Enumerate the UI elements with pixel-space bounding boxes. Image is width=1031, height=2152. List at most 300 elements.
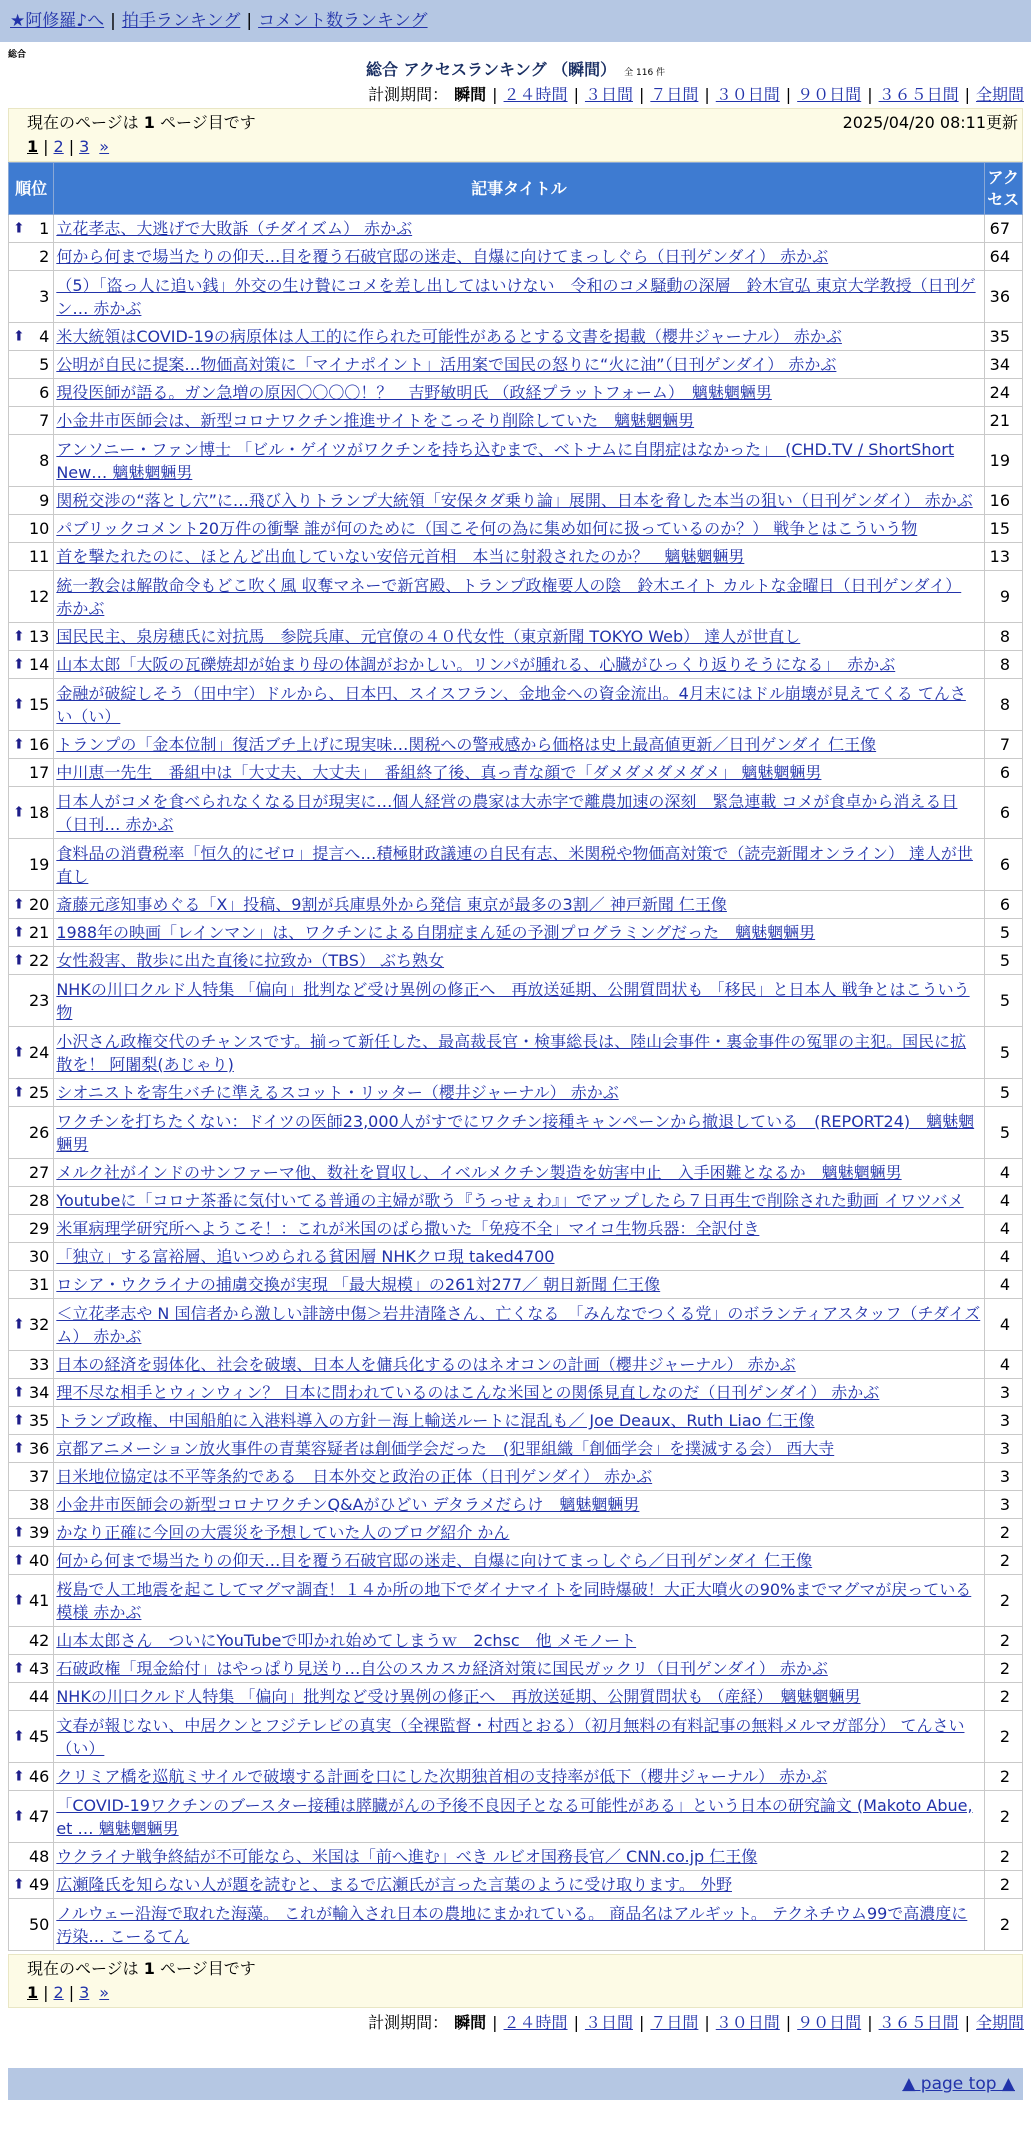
article-link[interactable]: 何から何まで場当たりの仰天…目を覆う石破官邸の迷走、自爆に向けてまっしぐら（日刊ゲンダイ） 赤かぶ bbox=[56, 247, 829, 266]
title-cell bbox=[54, 1379, 984, 1407]
title-cell bbox=[54, 1519, 984, 1547]
rank-cell bbox=[9, 243, 54, 271]
article-link[interactable]: 小金井市医師会は、新型コロナワクチン推進サイトをこっそり削除していた 魑魅魍魎男 bbox=[56, 411, 695, 430]
rank-cell bbox=[9, 1027, 54, 1079]
article-link[interactable]: ワクチンを打ちたくない：ドイツの医師23,000人がすでにワクチン接種キャンペーンから撤退している (REPORT24) 魑魅魍魎男 bbox=[56, 1111, 975, 1154]
article-link[interactable]: トランプの「金本位制」復活ブチ上げに現実味…関税への警戒感から価格は史上最高値更新／日刊ゲンダイ 仁王像 bbox=[56, 735, 877, 754]
article-link[interactable]: 1988年の映画「レインマン」は、ワクチンによる自閉症まん延の予測プログラミングだった 魑魅魍魎男 bbox=[56, 923, 816, 942]
article-link[interactable]: ウクライナ戦争終結が不可能なら、米国は「前へ進む」べき ルビオ国務長官／ CNN.co.jp 仁王像 bbox=[56, 1847, 758, 1866]
article-link[interactable]: 公明が自民に提案…物価高対策に「マイナポイント」活用案で国民の怒りに“火に油”（日刊ゲンダイ） 赤かぶ bbox=[56, 355, 837, 374]
rank-number: 29 bbox=[28, 1219, 50, 1238]
period-link[interactable]: ９０日間 bbox=[797, 2013, 862, 2032]
pager-current: 1 bbox=[27, 137, 39, 156]
category-label: 総合 bbox=[8, 50, 27, 60]
page-info-number: 1 bbox=[143, 1959, 155, 1978]
table-row bbox=[9, 1215, 1023, 1243]
title-cell bbox=[54, 1627, 984, 1655]
title-cell bbox=[54, 1843, 984, 1871]
article-link[interactable]: シオニストを寄生バチに準えるスコット・リッター（櫻井ジャーナル） 赤かぶ bbox=[56, 1083, 619, 1102]
page-info-suffix: ページ目です bbox=[160, 1959, 256, 1978]
up-arrow-icon: ⬆ bbox=[13, 1768, 25, 1784]
nav-link-comment-ranking[interactable]: コメント数ランキング bbox=[258, 11, 428, 31]
article-link[interactable]: パブリックコメント20万件の衝撃 誰が何のために（国こそ何の為に集め如何に扱っているのか？） 戦争とはこういう物 bbox=[56, 519, 918, 538]
pager-next[interactable]: » bbox=[99, 137, 110, 156]
rank-cell bbox=[9, 891, 54, 919]
rank-cell bbox=[9, 1519, 54, 1547]
article-link[interactable]: 「独立」する富裕層、追いつめられる貧困層 NHKクロ現 taked4700 bbox=[56, 1247, 555, 1266]
nav-link-applause-ranking[interactable]: 拍手ランキング bbox=[121, 11, 241, 31]
up-arrow-icon: ⬆ bbox=[13, 1316, 25, 1332]
title-cell bbox=[54, 1243, 984, 1271]
title-cell bbox=[54, 1711, 984, 1763]
access-count: 3 bbox=[984, 1407, 1023, 1435]
article-link[interactable]: 国民民主、泉房穂氏に対抗馬 参院兵庫、元官僚の４０代女性（東京新聞 TOKYO Web） 達人が世直し bbox=[56, 627, 801, 646]
period-link[interactable]: ３日間 bbox=[584, 2013, 633, 2032]
table-row bbox=[9, 891, 1023, 919]
rank-cell bbox=[9, 435, 54, 487]
rank-cell bbox=[9, 271, 54, 323]
article-link[interactable]: 石破政権「現金給付」はやっぱり見送り…自公のスカスカ経済対策に国民ガックリ（日刊ゲンダイ） 赤かぶ bbox=[56, 1659, 828, 1678]
period-link[interactable]: ３６５日間 bbox=[878, 2013, 959, 2032]
rank-number: 18 bbox=[28, 803, 50, 822]
pager-page-2[interactable]: 2 bbox=[53, 137, 64, 156]
rank-cell bbox=[9, 759, 54, 787]
table-row bbox=[9, 407, 1023, 435]
article-link[interactable]: 何から何まで場当たりの仰天…目を覆う石破官邸の迷走、自爆に向けてまっしぐら／日刊ゲンダイ 仁王像 bbox=[56, 1551, 813, 1570]
rank-cell bbox=[9, 1899, 54, 1951]
access-count: 2 bbox=[984, 1871, 1023, 1899]
period-link[interactable]: ９０日間 bbox=[797, 85, 862, 104]
nav-link-asyura[interactable]: ★阿修羅♪へ bbox=[10, 11, 105, 31]
rank-cell bbox=[9, 1243, 54, 1271]
table-row bbox=[9, 1435, 1023, 1463]
rank-number: 15 bbox=[28, 695, 50, 714]
article-link[interactable]: ノルウェー沿海で取れた海藻。 これが輸入され日本の農地にまかれている。 商品名はアルギット。 テクネチウム99で高濃度に汚染… こーるてん bbox=[56, 1903, 968, 1946]
article-link[interactable]: メルク社がインドのサンファーマ他、数社を買収し、イベルメクチン製造を妨害中止 入手困難となるか 魑魅魍魎男 bbox=[56, 1163, 902, 1182]
table-row bbox=[9, 1243, 1023, 1271]
rank-cell bbox=[9, 407, 54, 435]
up-arrow-icon: ⬆ bbox=[13, 628, 25, 644]
page-info-text-bottom bbox=[27, 1957, 256, 1981]
access-count: 4 bbox=[984, 1351, 1023, 1379]
rank-cell bbox=[9, 1351, 54, 1379]
article-link[interactable]: 首を撃たれたのに、ほとんど出血していない安倍元首相 本当に射殺されたのか？ 魑魅魍魎男 bbox=[56, 547, 745, 566]
article-link[interactable]: 食料品の消費税率「恒久的にゼロ」提言へ…積極財政議連の自民有志、米関税や物価高対策で（読売新聞オンライン） 達人が世直し bbox=[56, 843, 973, 886]
article-link[interactable]: 立花孝志、大逃げで大敗訴（チダイズム） 赤かぶ bbox=[56, 219, 413, 238]
table-row bbox=[9, 215, 1023, 243]
page-info-number: 1 bbox=[143, 113, 155, 132]
rank-number: 7 bbox=[39, 411, 50, 430]
rank-number: 41 bbox=[28, 1591, 50, 1610]
period-link[interactable]: 全期間 bbox=[975, 85, 1024, 104]
table-row bbox=[9, 1159, 1023, 1187]
pager-current: 1 bbox=[27, 1983, 39, 2002]
period-link[interactable]: ３６５日間 bbox=[878, 85, 959, 104]
separator: | bbox=[492, 2013, 498, 2032]
period-link[interactable]: 全期間 bbox=[975, 2013, 1024, 2032]
table-row bbox=[9, 571, 1023, 623]
access-count: 2 bbox=[984, 1711, 1023, 1763]
page-title-text: 総合 アクセスランキング （瞬間） bbox=[365, 60, 617, 79]
up-arrow-icon: ⬆ bbox=[13, 1044, 25, 1060]
separator: | bbox=[638, 85, 645, 104]
rank-cell bbox=[9, 1299, 54, 1351]
article-link[interactable]: 文春が報じない、中居クンとフジテレビの真実（全裸監督・村西とおる）（初月無料の有料記事の無料メルマガ部分） てんさい（い） bbox=[56, 1715, 965, 1758]
title-cell bbox=[54, 975, 984, 1027]
separator: | bbox=[964, 85, 970, 104]
article-link[interactable]: 統一教会は解散命令もどこ吹く風 収奪マネーで新宮殿、トランプ政権要人の陰 鈴木エイト カルトな金曜日（日刊ゲンダイ） 赤かぶ bbox=[56, 575, 962, 618]
header-title: 記事タイトル bbox=[54, 163, 984, 215]
up-arrow-icon: ⬆ bbox=[13, 952, 25, 968]
table-row bbox=[9, 1655, 1023, 1683]
access-count: 64 bbox=[984, 243, 1023, 271]
rank-cell bbox=[9, 571, 54, 623]
rank-number: 20 bbox=[28, 895, 50, 914]
rank-number: 16 bbox=[28, 735, 50, 754]
separator: | bbox=[246, 11, 253, 31]
title-cell bbox=[54, 787, 984, 839]
title-cell bbox=[54, 1683, 984, 1711]
rank-cell bbox=[9, 1791, 54, 1843]
separator: | bbox=[867, 85, 873, 104]
title-cell bbox=[54, 487, 984, 515]
access-count: 8 bbox=[984, 651, 1023, 679]
access-count: 6 bbox=[984, 891, 1023, 919]
rank-cell bbox=[9, 1491, 54, 1519]
up-arrow-icon: ⬆ bbox=[13, 328, 25, 344]
access-count: 5 bbox=[984, 947, 1023, 975]
title-cell bbox=[54, 407, 984, 435]
article-link[interactable]: 京都アニメーション放火事件の青葉容疑者は創価学会だった (犯罪組織「創価学会」を撲滅する会） 西大寺 bbox=[56, 1439, 835, 1458]
rank-number: 33 bbox=[28, 1355, 50, 1374]
period-link[interactable]: ２４時間 bbox=[503, 85, 568, 104]
up-arrow-icon: ⬆ bbox=[13, 1440, 25, 1456]
separator: | bbox=[43, 1983, 49, 2002]
title-cell bbox=[54, 1299, 984, 1351]
title-cell bbox=[54, 839, 984, 891]
period-label: 計測期間： bbox=[368, 85, 449, 104]
rank-cell bbox=[9, 1575, 54, 1627]
rank-number: 11 bbox=[28, 547, 50, 566]
table-row bbox=[9, 975, 1023, 1027]
up-arrow-icon: ⬆ bbox=[13, 1384, 25, 1400]
rank-cell bbox=[9, 1435, 54, 1463]
article-link[interactable]: トランプ政権、中国船舶に入港料導入の方針－海上輸送ルートに混乱も／ Joe Deaux、Ruth Liao 仁王像 bbox=[56, 1411, 815, 1430]
rank-cell bbox=[9, 1215, 54, 1243]
period-link[interactable]: ３０日間 bbox=[715, 2013, 780, 2032]
rank-number: 12 bbox=[28, 587, 50, 606]
title-cell bbox=[54, 351, 984, 379]
page-top-link[interactable]: ▲ page top ▲ bbox=[902, 2074, 1015, 2094]
pager-page-3[interactable]: 3 bbox=[79, 1983, 90, 2002]
title-cell bbox=[54, 1159, 984, 1187]
article-link[interactable]: 現役医師が語る。ガン急増の原因〇〇〇〇！？ 吉野敏明氏 （政経プラットフォーム） 魑魅魍魎男 bbox=[56, 383, 772, 402]
rank-number: 37 bbox=[28, 1467, 50, 1486]
table-row bbox=[9, 351, 1023, 379]
separator: | bbox=[785, 85, 792, 104]
rank-number: 42 bbox=[28, 1631, 50, 1650]
title-cell bbox=[54, 1215, 984, 1243]
table-row bbox=[9, 1683, 1023, 1711]
up-arrow-icon: ⬆ bbox=[13, 220, 25, 236]
table-row bbox=[9, 1711, 1023, 1763]
rank-number: 36 bbox=[28, 1439, 50, 1458]
pager-bottom bbox=[27, 1981, 1022, 2005]
article-link[interactable]: 金融が破綻しそう（田中宇）ドルから、日本円、スイスフラン、金地金への資金流出。4月末にはドル崩壊が見えてくる てんさい（い） bbox=[56, 683, 966, 726]
access-count: 35 bbox=[984, 323, 1023, 351]
table-row bbox=[9, 1871, 1023, 1899]
rank-number: 14 bbox=[28, 655, 50, 674]
rank-cell bbox=[9, 947, 54, 975]
rank-cell bbox=[9, 1107, 54, 1159]
table-row bbox=[9, 1575, 1023, 1627]
period-link[interactable]: ７日間 bbox=[650, 85, 699, 104]
article-link[interactable]: 日米地位協定は不平等条約である 日本外交と政治の正体（日刊ゲンダイ） 赤かぶ bbox=[56, 1467, 653, 1486]
table-row bbox=[9, 1627, 1023, 1655]
table-row bbox=[9, 1463, 1023, 1491]
separator: | bbox=[68, 1983, 75, 2002]
up-arrow-icon: ⬆ bbox=[13, 736, 25, 752]
title-cell bbox=[54, 651, 984, 679]
separator: | bbox=[573, 2013, 579, 2032]
article-link[interactable]: アンソニー・ファン博士 「ビル・ゲイツがワクチンを持ち込むまで、ベトナムに自閉症はなかった」 (CHD.TV / ShortShort New… 魑魅魍魎男 bbox=[56, 439, 955, 482]
separator: | bbox=[867, 2013, 873, 2032]
page-info-prefix: 現在のページは bbox=[27, 113, 139, 132]
rank-cell bbox=[9, 515, 54, 543]
separator: | bbox=[638, 2013, 645, 2032]
rank-cell bbox=[9, 1271, 54, 1299]
rank-number: 5 bbox=[39, 355, 50, 374]
access-count: 19 bbox=[984, 435, 1023, 487]
table-row bbox=[9, 839, 1023, 891]
rank-number: 38 bbox=[28, 1495, 50, 1514]
access-count: 2 bbox=[984, 1791, 1023, 1843]
rank-cell bbox=[9, 1871, 54, 1899]
rank-number: 45 bbox=[28, 1727, 50, 1746]
table-row bbox=[9, 487, 1023, 515]
access-count: 3 bbox=[984, 1435, 1023, 1463]
rank-number: 39 bbox=[28, 1523, 50, 1542]
article-link[interactable]: ロシア・ウクライナの捕虜交換が実現 「最大規模」の261対277／ 朝日新聞 仁王像 bbox=[56, 1275, 661, 1294]
rank-cell bbox=[9, 487, 54, 515]
separator: | bbox=[704, 2013, 710, 2032]
up-arrow-icon: ⬆ bbox=[13, 1728, 25, 1744]
access-count: 2 bbox=[984, 1519, 1023, 1547]
title-cell bbox=[54, 379, 984, 407]
article-link[interactable]: クリミア橋を巡航ミサイルで破壊する計画を口にした次期独首相の支持率が低下（櫻井ジャーナル） 赤かぶ bbox=[56, 1767, 828, 1786]
rank-cell bbox=[9, 651, 54, 679]
article-link[interactable]: 小沢さん政権交代のチャンスです。揃って新任した、最高裁長官・検事総長は、陸山会事件・裏金事件の冤罪の主犯。国民に拡散を！ 阿闍梨(あじゃり) bbox=[56, 1031, 967, 1074]
rank-cell bbox=[9, 1627, 54, 1655]
period-selector-top bbox=[0, 82, 1031, 108]
up-arrow-icon: ⬆ bbox=[13, 896, 25, 912]
rank-cell bbox=[9, 1655, 54, 1683]
bottom-bar bbox=[8, 2068, 1023, 2100]
separator: | bbox=[110, 11, 116, 31]
access-count: 3 bbox=[984, 1463, 1023, 1491]
article-link[interactable]: 桜島で人工地震を起こしてマグマ調査！１４か所の地下でダイナマイトを同時爆破！大正大噴火の90%までマグマが戻っている模様 赤かぶ bbox=[56, 1579, 972, 1622]
article-link[interactable]: （5）「盗っ人に追い銭」外交の生け贄にコメを差し出してはいけない 令和のコメ騒動の深層 鈴木宣弘 東京大学教授（日刊ゲン… 赤かぶ bbox=[56, 275, 976, 318]
rank-number: 2 bbox=[39, 247, 50, 266]
page-info-prefix: 現在のページは bbox=[27, 1959, 139, 1978]
article-link[interactable]: 関税交渉の“落とし穴”に…飛び入りトランプ大統領「安保タダ乗り論」展開、日本を脅した本当の狙い（日刊ゲンダイ） 赤かぶ bbox=[56, 491, 973, 510]
article-link[interactable]: 「COVID-19ワクチンのブースター接種は膵臓がんの予後不良因子となる可能性がある」という日本の研究論文 (Makoto Abue, et … 魑魅魍魎男 bbox=[56, 1795, 973, 1838]
rank-cell bbox=[9, 919, 54, 947]
article-link[interactable]: ＜立花孝志や N 国信者から激しい誹謗中傷＞岩井清隆さん、亡くなる 「みんなでつくる党」のボランティアスタッフ（チダイズム） 赤かぶ bbox=[56, 1303, 981, 1346]
access-count: 2 bbox=[984, 1655, 1023, 1683]
rank-number: 28 bbox=[28, 1191, 50, 1210]
title-cell bbox=[54, 1187, 984, 1215]
period-link[interactable]: ３０日間 bbox=[715, 85, 780, 104]
rank-number: 10 bbox=[28, 519, 50, 538]
rank-cell bbox=[9, 1547, 54, 1575]
rank-cell bbox=[9, 323, 54, 351]
access-count: 3 bbox=[984, 1379, 1023, 1407]
rank-number: 25 bbox=[28, 1083, 50, 1102]
page-info-box-bottom bbox=[8, 1954, 1023, 2008]
rank-cell bbox=[9, 1407, 54, 1435]
access-count: 9 bbox=[984, 571, 1023, 623]
table-row bbox=[9, 543, 1023, 571]
table-row bbox=[9, 1079, 1023, 1107]
article-link[interactable]: NHKの川口クルド人特集 「偏向」批判など受け異例の修正へ 再放送延期、公開質問状も 「移民」と日本人 戦争とはこういう物 bbox=[56, 979, 970, 1022]
period-link[interactable]: ３日間 bbox=[584, 85, 633, 104]
rank-number: 30 bbox=[28, 1247, 50, 1266]
article-link[interactable]: 山本太郎「大阪の瓦礫焼却が始まり母の体調がおかしい。リンパが腫れる、心臓がひっくり返りそうになる」 赤かぶ bbox=[56, 655, 896, 674]
title-cell bbox=[54, 1079, 984, 1107]
access-count: 15 bbox=[984, 515, 1023, 543]
pager-top bbox=[27, 135, 1022, 159]
rank-number: 31 bbox=[28, 1275, 50, 1294]
article-link[interactable]: かなり正確に今回の大震災を予想していた人のブログ紹介 かん bbox=[56, 1523, 510, 1542]
rank-cell bbox=[9, 679, 54, 731]
rank-number: 43 bbox=[28, 1659, 50, 1678]
up-arrow-icon: ⬆ bbox=[13, 1084, 25, 1100]
article-link[interactable]: 日本の経済を弱体化、社会を破壊、日本人を傭兵化するのはネオコンの計画（櫻井ジャーナル） 赤かぶ bbox=[56, 1355, 796, 1374]
article-link[interactable]: 日本人がコメを食べられなくなる日が現実に…個人経営の農家は大赤字で離農加速の深刻 緊急連載 コメが食卓から消える日（日刊… 赤かぶ bbox=[56, 791, 958, 834]
rank-number: 21 bbox=[28, 923, 50, 942]
up-arrow-icon: ⬆ bbox=[13, 1660, 25, 1676]
title-cell bbox=[54, 435, 984, 487]
rank-cell bbox=[9, 351, 54, 379]
rank-cell bbox=[9, 1463, 54, 1491]
title-cell bbox=[54, 1763, 984, 1791]
access-count: 4 bbox=[984, 1187, 1023, 1215]
article-link[interactable]: 山本太郎さん ついにYouTubeで叩かれ始めてしまうｗ 2chsc 他 メモノート bbox=[56, 1631, 637, 1650]
article-link[interactable]: Youtubeに「コロナ茶番に気付いてる普通の主婦が歌う『うっせぇわ』」でアップしたら７日再生で削除された動画 イワツバメ bbox=[56, 1191, 964, 1210]
title-cell bbox=[54, 919, 984, 947]
up-arrow-icon: ⬆ bbox=[13, 696, 25, 712]
access-count: 3 bbox=[984, 1491, 1023, 1519]
rank-number: 22 bbox=[28, 951, 50, 970]
title-cell bbox=[54, 1435, 984, 1463]
rank-number: 24 bbox=[28, 1043, 50, 1062]
access-count: 4 bbox=[984, 1215, 1023, 1243]
article-link[interactable]: 斎藤元彦知事めぐる「X」投稿、9割が兵庫県外から発信 東京が最多の3割／ 神戸新聞 仁王像 bbox=[56, 895, 727, 914]
article-link[interactable]: 米軍病理学研究所へようこそ！：これが米国のばら撒いた「免疫不全」マイコ生物兵器：全訳付き bbox=[56, 1219, 760, 1238]
rank-number: 9 bbox=[39, 491, 50, 510]
table-row bbox=[9, 379, 1023, 407]
title-cell bbox=[54, 1871, 984, 1899]
rank-cell bbox=[9, 1763, 54, 1791]
title-cell bbox=[54, 1899, 984, 1951]
article-link[interactable]: 小金井市医師会の新型コロナワクチンQ&Aがひどい デタラメだらけ 魑魅魍魎男 bbox=[56, 1495, 640, 1514]
access-count: 6 bbox=[984, 839, 1023, 891]
rank-number: 46 bbox=[28, 1767, 50, 1786]
ranking-table bbox=[8, 162, 1023, 1951]
title-cell bbox=[54, 515, 984, 543]
access-count: 5 bbox=[984, 1027, 1023, 1079]
pager-next[interactable]: » bbox=[99, 1983, 110, 2002]
table-row bbox=[9, 1899, 1023, 1951]
title-cell bbox=[54, 1351, 984, 1379]
rank-cell bbox=[9, 1683, 54, 1711]
page-info-suffix: ページ目です bbox=[160, 113, 256, 132]
article-link[interactable]: 中川恵一先生 番組中は「大丈夫、大丈夫」 番組終了後、真っ青な顔で「ダメダメダメダメ」 魑魅魍魎男 bbox=[56, 763, 822, 782]
rank-cell bbox=[9, 839, 54, 891]
rank-number: 34 bbox=[28, 1383, 50, 1402]
period-label: 計測期間： bbox=[368, 2013, 449, 2032]
rank-cell bbox=[9, 1843, 54, 1871]
article-link[interactable]: 女性殺害、散歩に出た直後に拉致か（TBS） ぶち熟女 bbox=[56, 951, 445, 970]
table-row bbox=[9, 919, 1023, 947]
rank-cell bbox=[9, 379, 54, 407]
article-link[interactable]: NHKの川口クルド人特集 「偏向」批判など受け異例の修正へ 再放送延期、公開質問状も （産経） 魑魅魍魎男 bbox=[56, 1687, 861, 1706]
rank-number: 44 bbox=[28, 1687, 50, 1706]
access-count: 2 bbox=[984, 1843, 1023, 1871]
period-link[interactable]: ２４時間 bbox=[503, 2013, 568, 2032]
up-arrow-icon: ⬆ bbox=[13, 656, 25, 672]
table-row bbox=[9, 435, 1023, 487]
article-link[interactable]: 理不尽な相手とウィンウィン？ 日本に問われているのはこんな米国との関係見直しなのだ（日刊ゲンダイ） 赤かぶ bbox=[56, 1383, 880, 1402]
pager-page-3[interactable]: 3 bbox=[79, 137, 90, 156]
title-cell bbox=[54, 271, 984, 323]
table-row bbox=[9, 679, 1023, 731]
title-cell bbox=[54, 623, 984, 651]
separator: | bbox=[785, 2013, 792, 2032]
period-link[interactable]: ７日間 bbox=[650, 2013, 699, 2032]
rank-number: 40 bbox=[28, 1551, 50, 1570]
rank-number: 1 bbox=[39, 219, 50, 238]
table-row bbox=[9, 1407, 1023, 1435]
title-cell bbox=[54, 1271, 984, 1299]
table-row bbox=[9, 1379, 1023, 1407]
article-link[interactable]: 広瀬隆氏を知らない人が題を読むと、まるで広瀬氏が言った言葉のように受け取ります。 外野 bbox=[56, 1875, 732, 1894]
pager-page-2[interactable]: 2 bbox=[53, 1983, 64, 2002]
title-cell bbox=[54, 731, 984, 759]
title-cell bbox=[54, 679, 984, 731]
rank-number: 19 bbox=[28, 855, 50, 874]
rank-cell bbox=[9, 543, 54, 571]
rank-cell bbox=[9, 1079, 54, 1107]
header-access: アクセス bbox=[984, 163, 1023, 215]
access-count: 7 bbox=[984, 731, 1023, 759]
article-link[interactable]: 米大統領はCOVID-19の病原体は人工的に作られた可能性があるとする文書を掲載（櫻井ジャーナル） 赤かぶ bbox=[56, 327, 842, 346]
page-info-box-top bbox=[8, 108, 1023, 162]
header-rank: 順位 bbox=[9, 163, 54, 215]
up-arrow-icon: ⬆ bbox=[13, 1808, 25, 1824]
table-row bbox=[9, 243, 1023, 271]
table-row bbox=[9, 271, 1023, 323]
up-arrow-icon: ⬆ bbox=[13, 1412, 25, 1428]
rank-number: 3 bbox=[39, 287, 50, 306]
ranking-table-body bbox=[9, 215, 1023, 1951]
access-count: 4 bbox=[984, 1271, 1023, 1299]
access-count: 67 bbox=[984, 215, 1023, 243]
table-row bbox=[9, 1027, 1023, 1079]
title-cell bbox=[54, 1407, 984, 1435]
rank-cell bbox=[9, 787, 54, 839]
